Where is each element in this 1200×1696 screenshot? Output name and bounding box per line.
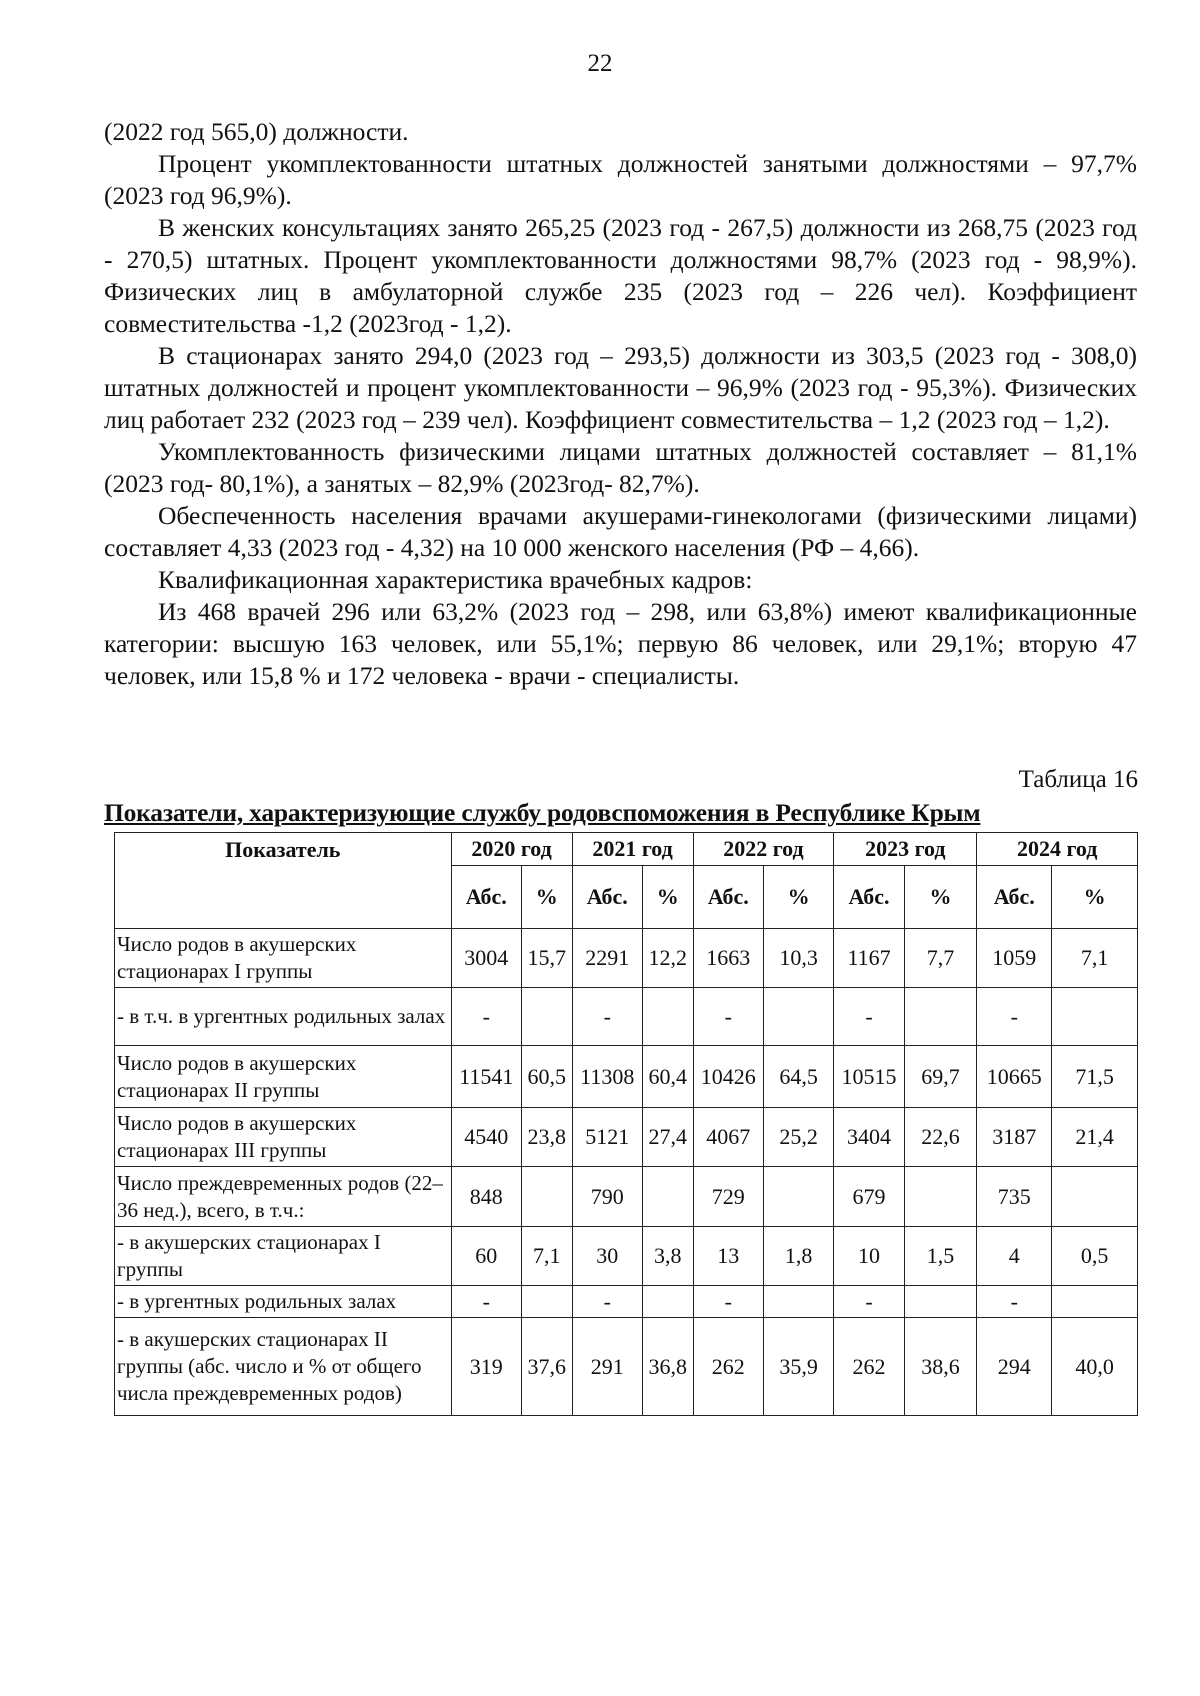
row-label: - в акушерских стационарах II группы (абс. число и % от общего числа преждевременных родов) [115, 1318, 452, 1416]
percent-header: % [763, 866, 833, 929]
table-title: Показатели, характеризующие службу родовспоможения в Республике Крым [104, 798, 981, 827]
table-row [115, 1108, 1138, 1167]
percent-header: % [1052, 866, 1138, 929]
year-header: 2020 год [451, 833, 572, 866]
percent-value-cell: 1,8 [763, 1227, 833, 1286]
percent-header: % [904, 866, 977, 929]
percent-value-cell: 36,8 [642, 1318, 693, 1416]
percent-value-cell: 7,1 [521, 1227, 572, 1286]
paragraph: Из 468 врачей 296 или 63,2% (2023 год – 298, или 63,8%) имеют квалификационные категории: высшую 163 человек, или 55,1%; первую 86 человек, или 29,1%; вторую 47 человек, или 15,8 % и 172 человека - врачи - специалисты. [104, 597, 1137, 690]
percent-value-cell: 40,0 [1052, 1318, 1138, 1416]
row-label: Число родов в акушерских стационарах III группы [115, 1108, 452, 1167]
percent-value-cell [642, 1286, 693, 1318]
percent-value-cell: 60,5 [521, 1046, 572, 1108]
abs-value-cell: 60 [451, 1227, 521, 1286]
table-row [115, 1286, 1138, 1318]
abs-value-cell: 735 [977, 1167, 1052, 1227]
abs-value-cell: 5121 [572, 1108, 642, 1167]
table-row [115, 1227, 1138, 1286]
percent-value-cell [1052, 988, 1138, 1046]
row-label: - в акушерских стационарах I группы [115, 1227, 452, 1286]
percent-value-cell: 37,6 [521, 1318, 572, 1416]
percent-value-cell: 21,4 [1052, 1108, 1138, 1167]
abs-value-cell: 10 [834, 1227, 904, 1286]
percent-value-cell: 35,9 [763, 1318, 833, 1416]
abs-value-cell: 13 [693, 1227, 763, 1286]
percent-value-cell: 7,1 [1052, 929, 1138, 988]
body-text [104, 116, 1137, 692]
abs-value-cell: 4067 [693, 1108, 763, 1167]
paragraph: Квалификационная характеристика врачебных кадров: [158, 565, 753, 594]
abs-value-cell: 262 [834, 1318, 904, 1416]
percent-value-cell [904, 988, 977, 1046]
row-label: - в ургентных родильных залах [115, 1286, 452, 1318]
indicator-header: Показатель [115, 833, 452, 929]
table-body [115, 929, 1138, 1416]
percent-value-cell: 27,4 [642, 1108, 693, 1167]
percent-value-cell [1052, 1167, 1138, 1227]
percent-value-cell: 69,7 [904, 1046, 977, 1108]
percent-value-cell: 12,2 [642, 929, 693, 988]
abs-value-cell: 262 [693, 1318, 763, 1416]
abs-value-cell: 3004 [451, 929, 521, 988]
abs-header: Абс. [693, 866, 763, 929]
percent-value-cell [904, 1167, 977, 1227]
abs-value-cell: - [693, 988, 763, 1046]
percent-value-cell: 25,2 [763, 1108, 833, 1167]
abs-value-cell: 4540 [451, 1108, 521, 1167]
percent-value-cell: 64,5 [763, 1046, 833, 1108]
year-header: 2022 год [693, 833, 834, 866]
abs-value-cell: 729 [693, 1167, 763, 1227]
abs-header: Абс. [451, 866, 521, 929]
header-row-years [115, 833, 1138, 866]
row-label: - в т.ч. в ургентных родильных залах [115, 988, 452, 1046]
row-label: Число родов в акушерских стационарах II группы [115, 1046, 452, 1108]
data-table [114, 832, 1138, 1416]
abs-value-cell: - [451, 1286, 521, 1318]
abs-value-cell: 1059 [977, 929, 1052, 988]
abs-value-cell: - [572, 988, 642, 1046]
percent-value-cell: 71,5 [1052, 1046, 1138, 1108]
table-row [115, 1318, 1138, 1416]
abs-value-cell: - [693, 1286, 763, 1318]
percent-value-cell [763, 1286, 833, 1318]
percent-value-cell: 10,3 [763, 929, 833, 988]
table-caption: Таблица 16 [1018, 766, 1138, 793]
row-label: Число преждевременных родов (22–36 нед.), всего, в т.ч.: [115, 1167, 452, 1227]
abs-value-cell: 10515 [834, 1046, 904, 1108]
abs-value-cell: 11541 [451, 1046, 521, 1108]
percent-header: % [642, 866, 693, 929]
row-label: Число родов в акушерских стационарах I группы [115, 929, 452, 988]
percent-value-cell [642, 988, 693, 1046]
paragraph: Процент укомплектованности штатных должностей занятыми должностями – 97,7% (2023 год 96,9%). [104, 149, 1137, 210]
table-row [115, 1167, 1138, 1227]
abs-value-cell: - [977, 988, 1052, 1046]
abs-value-cell: 319 [451, 1318, 521, 1416]
percent-value-cell [521, 988, 572, 1046]
year-header: 2023 год [834, 833, 977, 866]
percent-value-cell: 38,6 [904, 1318, 977, 1416]
paragraph: В женских консультациях занято 265,25 (2023 год - 267,5) должности из 268,75 (2023 год - 270,5) штатных. Процент укомплектованности должностями 98,7% (2023 год - 98,9%). Физических лиц в амбулаторной службе 235 (2023 год – 226 чел). Коэффициент совместительства -1,2 (2023год - 1,2). [104, 213, 1137, 338]
percent-value-cell [521, 1167, 572, 1227]
abs-value-cell: 679 [834, 1167, 904, 1227]
percent-value-cell: 60,4 [642, 1046, 693, 1108]
abs-value-cell: - [451, 988, 521, 1046]
abs-value-cell: 294 [977, 1318, 1052, 1416]
abs-value-cell: 848 [451, 1167, 521, 1227]
abs-value-cell: 10665 [977, 1046, 1052, 1108]
percent-value-cell [763, 988, 833, 1046]
percent-value-cell [904, 1286, 977, 1318]
table-row [115, 1046, 1138, 1108]
abs-value-cell: 4 [977, 1227, 1052, 1286]
abs-value-cell: 1167 [834, 929, 904, 988]
percent-value-cell [642, 1167, 693, 1227]
paragraph: Обеспеченность населения врачами акушерами-гинекологами (физическими лицами) составляет 4,33 (2023 год - 4,32) на 10 000 женского населения (РФ – 4,66). [104, 501, 1137, 562]
abs-value-cell: 1663 [693, 929, 763, 988]
percent-value-cell [763, 1167, 833, 1227]
abs-value-cell: 10426 [693, 1046, 763, 1108]
abs-value-cell: - [572, 1286, 642, 1318]
abs-value-cell: - [834, 1286, 904, 1318]
percent-value-cell: 3,8 [642, 1227, 693, 1286]
abs-value-cell: 291 [572, 1318, 642, 1416]
paragraph: (2022 год 565,0) должности. [104, 117, 409, 146]
percent-value-cell: 7,7 [904, 929, 977, 988]
table-row [115, 929, 1138, 988]
percent-value-cell: 0,5 [1052, 1227, 1138, 1286]
percent-value-cell: 22,6 [904, 1108, 977, 1167]
year-header: 2024 год [977, 833, 1138, 866]
table-row [115, 988, 1138, 1046]
abs-value-cell: 3187 [977, 1108, 1052, 1167]
year-header: 2021 год [572, 833, 693, 866]
percent-value-cell: 1,5 [904, 1227, 977, 1286]
percent-header: % [521, 866, 572, 929]
abs-value-cell: 2291 [572, 929, 642, 988]
abs-value-cell: 790 [572, 1167, 642, 1227]
page-number: 22 [587, 50, 613, 77]
percent-value-cell: 15,7 [521, 929, 572, 988]
abs-value-cell: 3404 [834, 1108, 904, 1167]
abs-value-cell: 11308 [572, 1046, 642, 1108]
percent-value-cell: 23,8 [521, 1108, 572, 1167]
paragraph: Укомплектованность физическими лицами штатных должностей составляет – 81,1% (2023 год- 80,1%), а занятых – 82,9% (2023год- 82,7%). [104, 437, 1137, 498]
paragraph: В стационарах занято 294,0 (2023 год – 293,5) должности из 303,5 (2023 год - 308,0) штатных должностей и процент укомплектованности – 96,9% (2023 год - 95,3%). Физических лиц работает 232 (2023 год – 239 чел). Коэффициент совместительства – 1,2 (2023 год – 1,2). [104, 341, 1137, 434]
table-header [115, 833, 1138, 929]
abs-value-cell: 30 [572, 1227, 642, 1286]
percent-value-cell [1052, 1286, 1138, 1318]
abs-header: Абс. [977, 866, 1052, 929]
abs-value-cell: - [977, 1286, 1052, 1318]
percent-value-cell [521, 1286, 572, 1318]
abs-value-cell: - [834, 988, 904, 1046]
abs-header: Абс. [834, 866, 904, 929]
abs-header: Абс. [572, 866, 642, 929]
